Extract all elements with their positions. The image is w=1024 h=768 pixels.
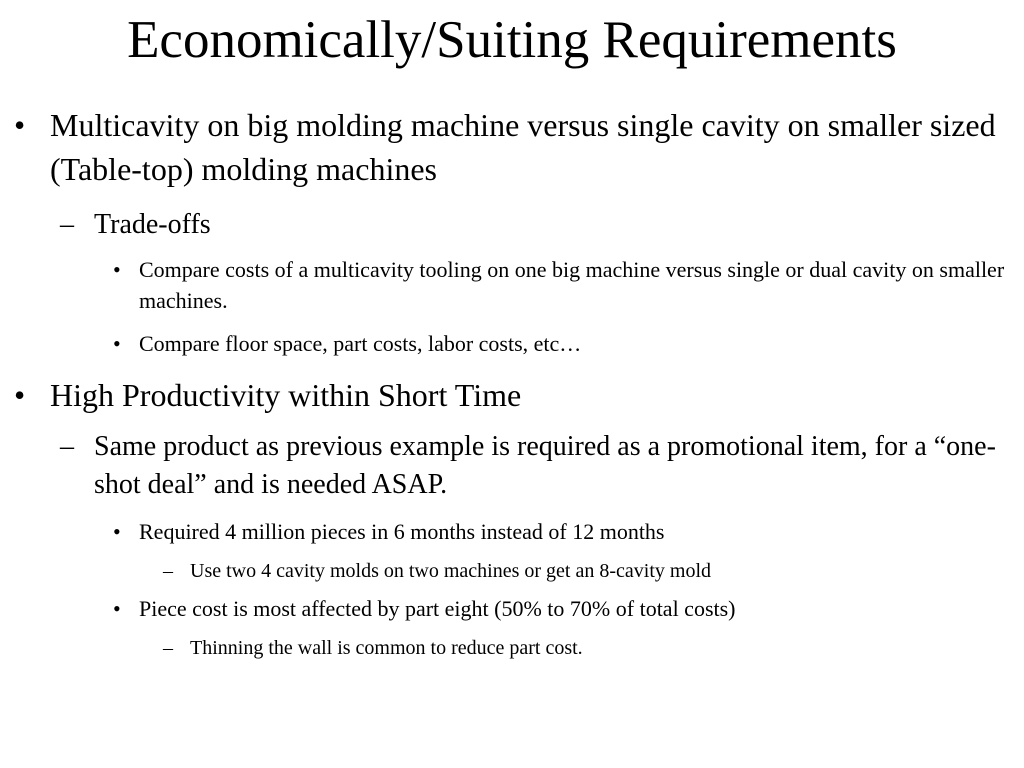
sub-sub-bullet-4-million: [113, 516, 1008, 547]
bullet-text: Thinning the wall is common to reduce part cost.: [190, 637, 583, 659]
level4-bullet-two-molds: [163, 557, 1003, 585]
bullet-text: Compare costs of a multicavity tooling on one big machine versus single or dual cavity on smaller machines.: [139, 257, 1005, 313]
sub-sub-bullet-piece-cost: [113, 593, 1008, 624]
sub-bullet-same-product: [60, 428, 1005, 504]
dash-marker: –: [60, 431, 74, 462]
bullet-marker: •: [113, 519, 121, 544]
bullet-marker: •: [113, 331, 121, 356]
bullet-text: Compare floor space, part costs, labor costs, etc…: [139, 331, 582, 356]
dash-marker: –: [163, 637, 173, 659]
bullet-marker: •: [113, 257, 121, 282]
bullet-text: Multicavity on big molding machine versus single cavity on smaller sized (Table-top) molding machines: [50, 107, 996, 187]
dash-marker: –: [60, 209, 74, 240]
sub-sub-bullet-floor-space: [113, 328, 1008, 359]
bullet-text: Trade-offs: [94, 209, 211, 240]
sub-bullet-trade-offs: [60, 206, 1005, 244]
slide-title: Economically/Suiting Requirements: [127, 11, 897, 69]
bullet-text: Same product as previous example is required as a promotional item, for a “one-shot deal” and is needed ASAP.: [94, 431, 996, 500]
bullet-text: Use two 4 cavity molds on two machines or get an 8-cavity mold: [190, 560, 712, 582]
bullet-text: High Productivity within Short Time: [50, 377, 522, 413]
bullet-marker: •: [14, 377, 26, 413]
sub-sub-bullet-compare-costs: [113, 254, 1008, 316]
bullet-marker: •: [113, 596, 121, 621]
bullet-multicavity: [14, 103, 1009, 191]
bullet-text: Piece cost is most affected by part eight (50% to 70% of total costs): [139, 596, 736, 621]
level4-bullet-thinning-wall: [163, 634, 1003, 662]
bullet-high-productivity: [14, 373, 1009, 417]
dash-marker: –: [163, 560, 173, 582]
bullet-text: Required 4 million pieces in 6 months instead of 12 months: [139, 519, 665, 544]
bullet-marker: •: [14, 107, 26, 143]
